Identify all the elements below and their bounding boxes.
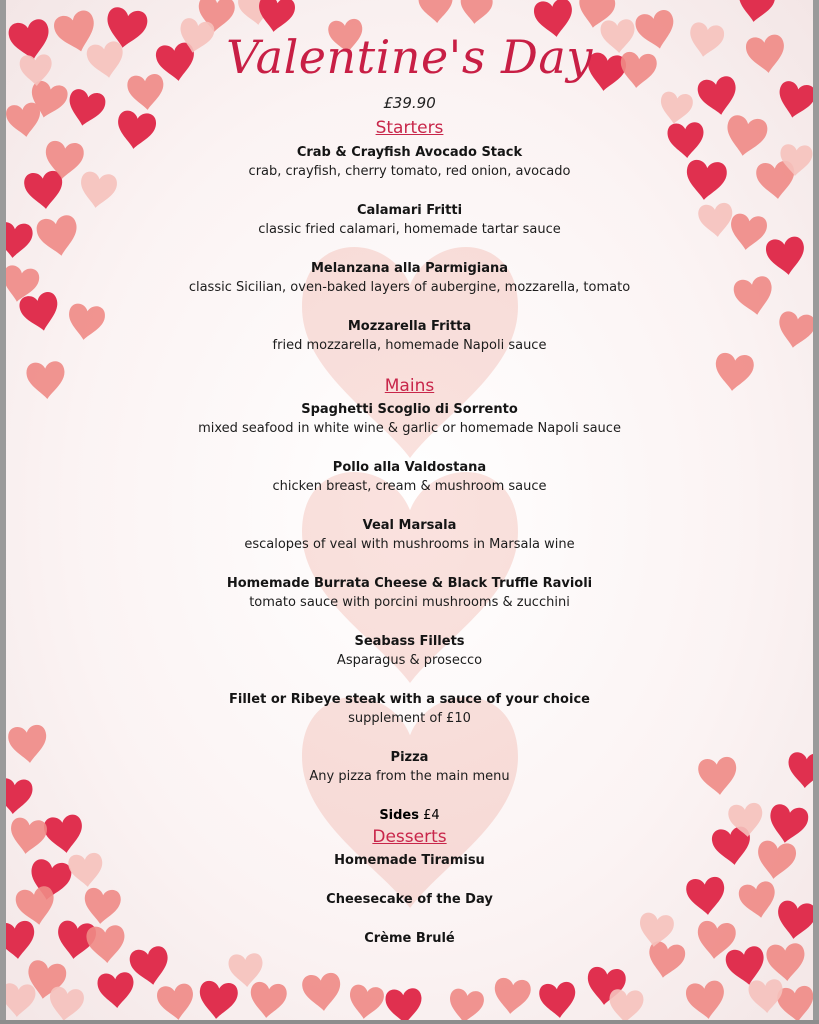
- item-name: Homemade Tiramisu: [334, 853, 485, 868]
- page-edge: [0, 1020, 819, 1024]
- item-name: Spaghetti Scoglio di Sorrento: [301, 402, 518, 417]
- menu-price: £39.90: [383, 94, 436, 112]
- item-name: Crab & Crayfish Avocado Stack: [296, 145, 523, 160]
- item-name: Melanzana alla Parmigiana: [310, 261, 509, 276]
- item-description: escalopes of veal with mushrooms in Marsala wine: [244, 537, 575, 552]
- menu-item: [6, 516, 813, 554]
- menu-item: [6, 929, 813, 948]
- item-name: Pollo alla Valdostana: [332, 460, 487, 475]
- section-heading-desserts: Desserts: [372, 827, 447, 847]
- section-heading-mains: Mains: [384, 376, 435, 396]
- item-name: Pizza: [390, 750, 429, 765]
- item-name: Crème Brulé: [364, 931, 455, 946]
- item-description: supplement of £10: [348, 711, 471, 726]
- item-description: crab, crayfish, cherry tomato, red onion, avocado: [248, 164, 571, 179]
- item-name: Mozzarella Fritta: [347, 319, 472, 334]
- menu-item: [6, 890, 813, 909]
- item-description: mixed seafood in white wine & garlic or homemade Napoli sauce: [198, 421, 621, 436]
- item-description: fried mozzarella, homemade Napoli sauce: [272, 338, 547, 353]
- section-heading-starters: Starters: [375, 118, 444, 138]
- menu-item: [6, 143, 813, 181]
- item-description: Asparagus & prosecco: [336, 653, 483, 668]
- sides-label: Sides: [379, 808, 419, 823]
- item-name: Seabass Fillets: [354, 634, 465, 649]
- menu-item: [6, 632, 813, 670]
- menu-item: [6, 259, 813, 297]
- item-name: Homemade Burrata Cheese & Black Truffle Ravioli: [226, 576, 593, 591]
- item-description: classic Sicilian, oven-baked layers of aubergine, mozzarella, tomato: [188, 280, 631, 295]
- item-name: Calamari Fritti: [356, 203, 463, 218]
- item-description: chicken breast, cream & mushroom sauce: [272, 479, 547, 494]
- sides-line: [6, 806, 813, 825]
- menu-item: [6, 458, 813, 496]
- menu-title: Valentine's Day: [226, 30, 593, 84]
- menu-item: [6, 851, 813, 870]
- menu-item: [6, 400, 813, 438]
- menu-page: [6, 0, 813, 1020]
- menu-item: [6, 201, 813, 239]
- item-name: Cheesecake of the Day: [326, 892, 493, 907]
- menu-item: [6, 317, 813, 355]
- menu-item: [6, 748, 813, 786]
- sides-price: £4: [423, 808, 440, 823]
- item-name: Fillet or Ribeye steak with a sauce of your choice: [229, 692, 590, 707]
- item-description: Any pizza from the main menu: [309, 769, 510, 784]
- menu-item: [6, 690, 813, 728]
- item-name: Veal Marsala: [362, 518, 457, 533]
- item-description: classic fried calamari, homemade tartar sauce: [258, 222, 561, 237]
- menu-item: [6, 574, 813, 612]
- item-description: tomato sauce with porcini mushrooms & zucchini: [249, 595, 570, 610]
